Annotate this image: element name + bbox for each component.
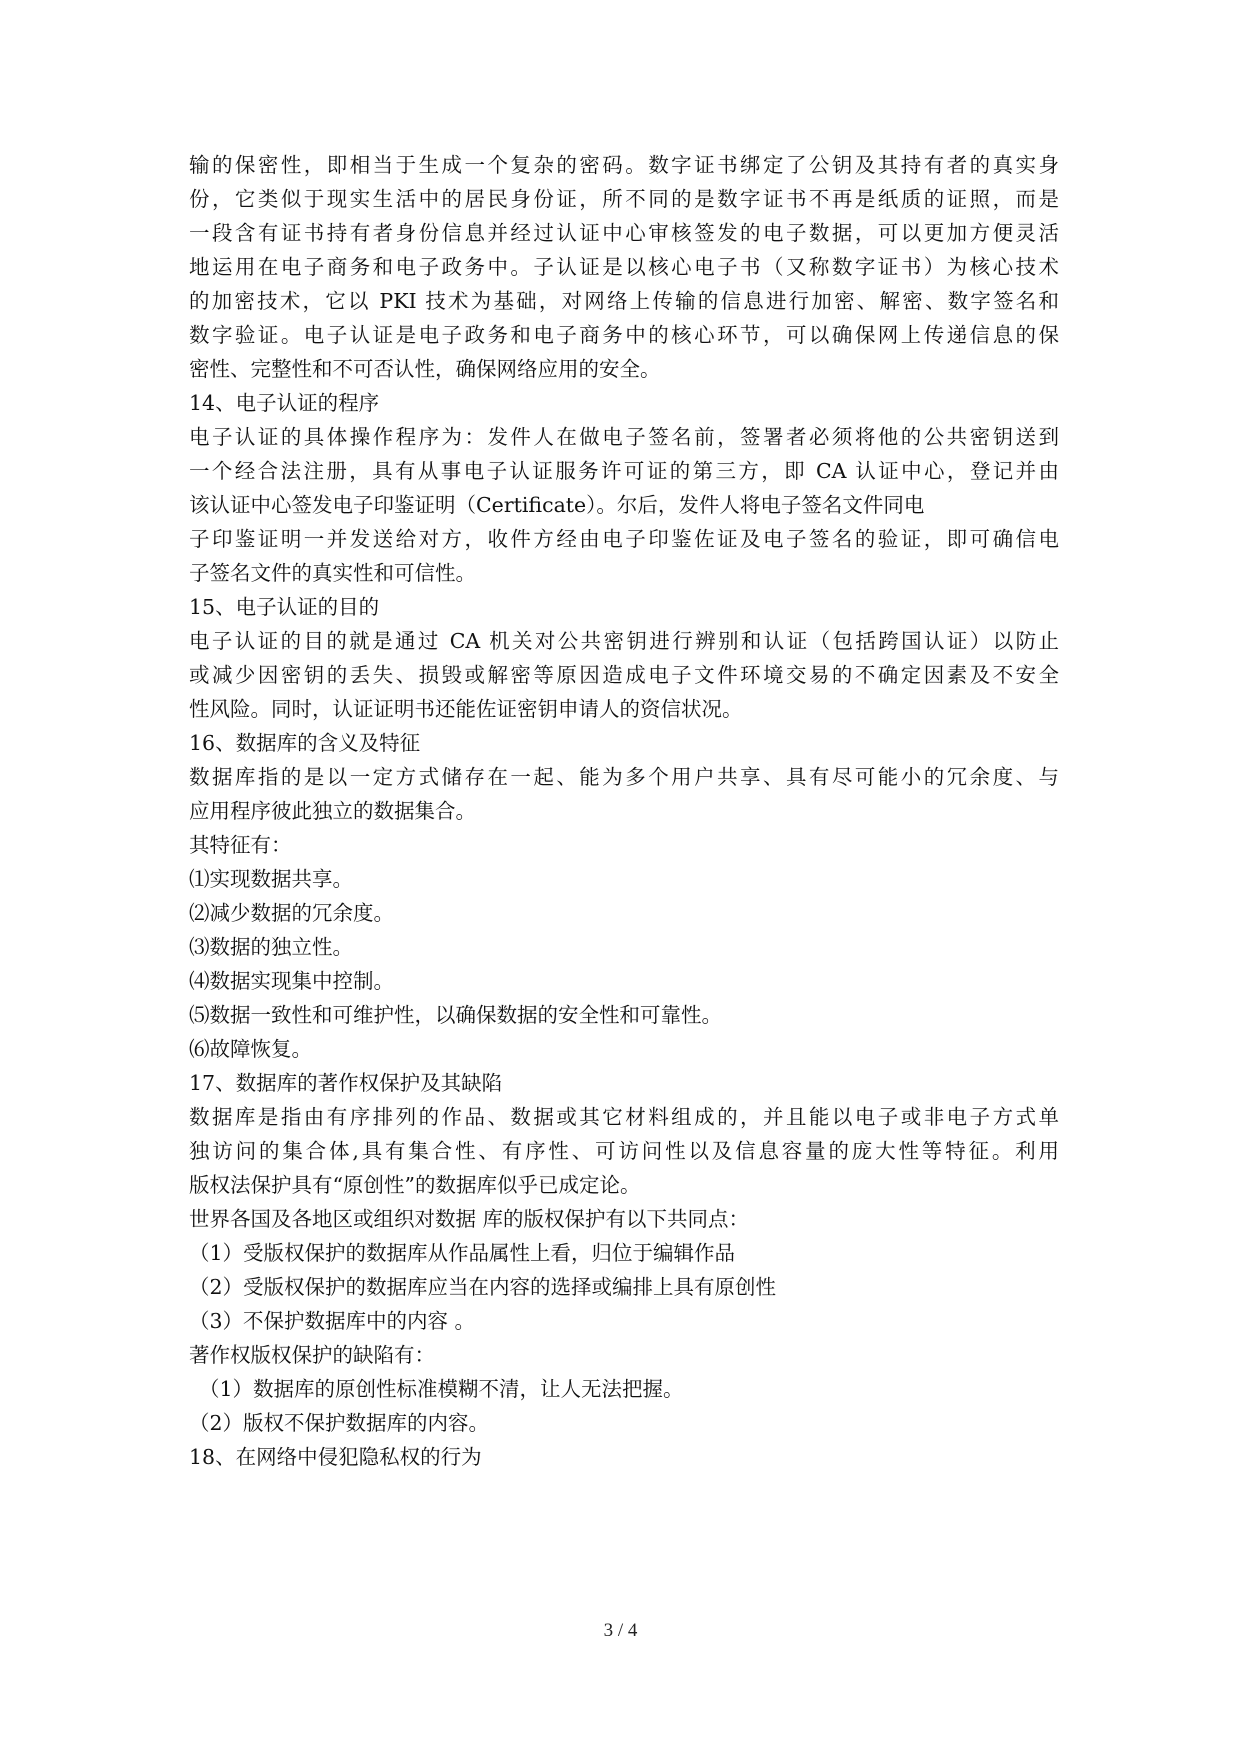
list-item: ⑴实现数据共享。 (189, 867, 353, 891)
list-intro: 著作权版权保护的缺陷有： (189, 1343, 435, 1367)
list-item: ⑶数据的独立性。 (189, 935, 353, 959)
paragraph-line: 子签名文件的真实性和可信性。 (189, 561, 476, 585)
paragraph-line: 数据库是指由有序排列的作品、数据或其它材料组成的，并且能以电子或非电子方式单 (189, 1105, 1059, 1129)
paragraph-line: 的加密技术，它以 PKI 技术为基础，对网络上传输的信息进行加密、解密、数字签名和 (189, 289, 1059, 313)
paragraph-line: 数字验证。电子认证是电子政务和电子商务中的核心环节，可以确保网上传递信息的保 (189, 323, 1059, 347)
section-heading-18: 18、在网络中侵犯隐私权的行为 (189, 1445, 482, 1469)
paragraph-line: 份，它类似于现实生活中的居民身份证，所不同的是数字证书不再是纸质的证照，而是 (189, 187, 1059, 211)
section-heading-17: 17、数据库的著作权保护及其缺陷 (189, 1071, 503, 1095)
list-item: （1）数据库的原创性标准模糊不清，让人无法把握。 (199, 1377, 684, 1401)
section-heading-16: 16、数据库的含义及特征 (189, 731, 421, 755)
paragraph-line: 独访问的集合体,具有集合性、有序性、可访问性以及信息容量的庞大性等特征。利用 (189, 1139, 1059, 1163)
list-item: ⑸数据一致性和可维护性，以确保数据的安全性和可靠性。 (189, 1003, 722, 1027)
paragraph-line: 输的保密性，即相当于生成一个复杂的密码。数字证书绑定了公钥及其持有者的真实身 (189, 153, 1059, 177)
paragraph-line: 密性、完整性和不可否认性，确保网络应用的安全。 (189, 357, 661, 381)
list-item: ⑹故障恢复。 (189, 1037, 312, 1061)
paragraph-line: 世界各国及各地区或组织对数据 库的版权保护有以下共同点： (189, 1207, 750, 1231)
list-item: ⑵减少数据的冗余度。 (189, 901, 394, 925)
page-number: 3 / 4 (603, 1620, 638, 1641)
list-item: （2）受版权保护的数据库应当在内容的选择或编排上具有原创性 (189, 1275, 777, 1299)
paragraph-line: 应用程序彼此独立的数据集合。 (189, 799, 476, 823)
paragraph-line: 子印鉴证明一并发送给对方，收件方经由电子印鉴佐证及电子签名的验证，即可确信电 (189, 527, 1059, 551)
list-item: （2）版权不保护数据库的内容。 (189, 1411, 490, 1435)
paragraph-line: 性风险。同时，认证证明书还能佐证密钥申请人的资信状况。 (189, 697, 743, 721)
paragraph-line: 电子认证的具体操作程序为：发件人在做电子签名前，签署者必须将他的公共密钥送到 (189, 425, 1059, 449)
list-item: （3）不保护数据库中的内容 。 (189, 1309, 476, 1333)
paragraph-line: 一个经合法注册，具有从事电子认证服务许可证的第三方，即 CA 认证中心，登记并由 (189, 459, 1059, 483)
paragraph-line: 一段含有证书持有者身份信息并经过认证中心审核签发的电子数据，可以更加方便灵活 (189, 221, 1059, 245)
paragraph-line: 版权法保护具有“原创性”的数据库似乎已成定论。 (189, 1173, 641, 1197)
paragraph-line: 数据库指的是以一定方式储存在一起、能为多个用户共享、具有尽可能小的冗余度、与 (189, 765, 1059, 789)
paragraph-line: 或减少因密钥的丢失、损毁或解密等原因造成电子文件环境交易的不确定因素及不安全 (189, 663, 1059, 687)
document-body (189, 148, 1059, 1474)
section-heading-15: 15、电子认证的目的 (189, 595, 380, 619)
paragraph-line: 该认证中心签发电子印鉴证明（Certificate）。尔后，发件人将电子签名文件同电 (189, 493, 925, 517)
list-item: ⑷数据实现集中控制。 (189, 969, 394, 993)
section-heading-14: 14、电子认证的程序 (189, 391, 380, 415)
list-item: （1）受版权保护的数据库从作品属性上看，归位于编辑作品 (189, 1241, 736, 1265)
paragraph-line: 电子认证的目的就是通过 CA 机关对公共密钥进行辨别和认证（包括跨国认证）以防止 (189, 629, 1059, 653)
list-intro: 其特征有： (189, 833, 292, 857)
paragraph-line: 地运用在电子商务和电子政务中。子认证是以核心电子书（又称数字证书）为核心技术 (189, 255, 1059, 279)
